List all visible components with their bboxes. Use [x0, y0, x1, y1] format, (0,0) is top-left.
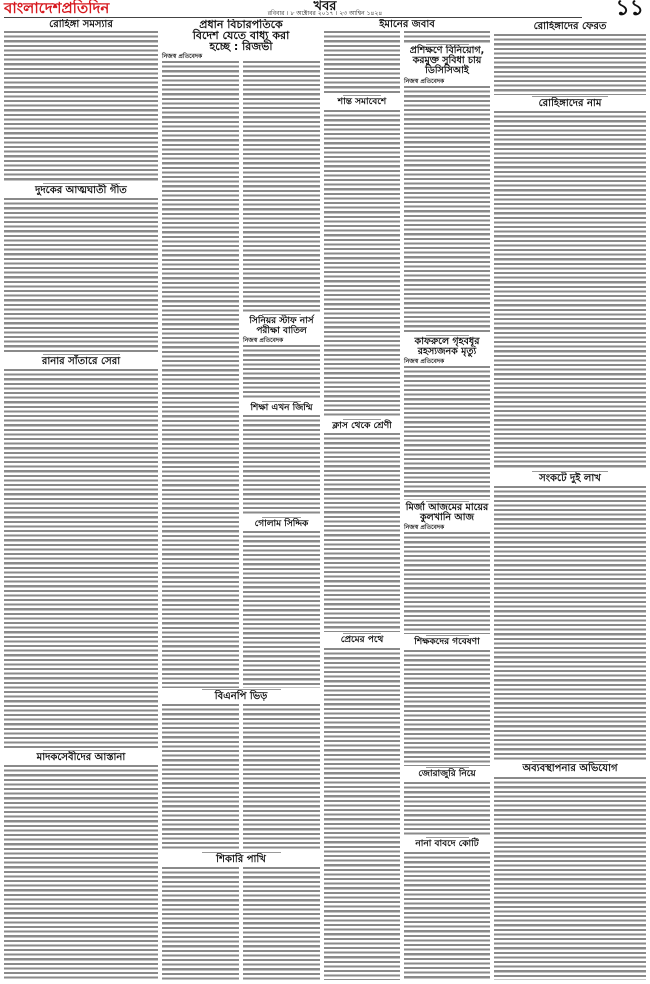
page-number: ১১ — [615, 0, 644, 21]
headline-line: বিদেশ যেতে বাধ্য করা — [192, 29, 290, 42]
article-body — [243, 415, 320, 516]
article-body — [494, 34, 646, 95]
headline: শিক্ষকদের গবেষণা — [404, 637, 490, 647]
section-title: খবর — [313, 0, 337, 14]
headline: ইমানের জবাব — [379, 19, 435, 30]
article-body — [4, 31, 158, 181]
article-body — [404, 86, 490, 334]
article-body — [324, 110, 400, 418]
article-body — [494, 486, 646, 760]
headline — [243, 316, 320, 336]
logo-part-1: বাংলাদেশ — [4, 0, 62, 17]
headline-line: হচ্ছে : রিজভী — [209, 40, 273, 52]
headline: ক্লাস থেকে শ্রেণী — [324, 421, 400, 431]
headline: বিএনপি ভিড় — [162, 691, 320, 702]
article-body — [4, 369, 158, 748]
headline-line: প্রধান বিচারপতিকে — [199, 19, 283, 31]
headline — [404, 503, 490, 523]
headline-line: প্রশিক্ষণে বিনিয়োগ, — [409, 45, 485, 56]
headline: অব্যবস্থাপনার অভিযোগ — [494, 763, 646, 774]
article-body — [243, 61, 320, 313]
article-body — [404, 31, 490, 43]
article-body — [404, 852, 490, 980]
article-body — [404, 650, 490, 766]
headline: রোহিঙ্গাদের নাম — [494, 98, 646, 109]
headline — [404, 46, 490, 76]
headline: গোলাম সিদ্দিক — [243, 519, 320, 529]
headline: সংকটে দুই লাখ — [494, 473, 646, 484]
article-body — [243, 345, 320, 400]
byline: নিজস্ব প্রতিবেদক — [404, 524, 445, 531]
headline-line: করমুক্ত সুবিধা চায় — [412, 55, 482, 66]
headline-line: কুলখানি আজ — [420, 512, 474, 523]
article-body — [494, 111, 646, 470]
headline-line: পরীক্ষা বাতিল — [256, 326, 307, 336]
byline: নিজস্ব প্রতিবেদক — [404, 78, 445, 85]
article-body — [494, 777, 646, 980]
article-body — [162, 61, 239, 688]
article-body — [404, 782, 490, 836]
article-body — [404, 532, 490, 634]
headline — [162, 19, 320, 52]
byline: নিজস্ব প্রতিবেদক — [404, 358, 445, 365]
article-body — [162, 704, 239, 851]
masthead-divider — [4, 17, 582, 18]
article-body — [162, 867, 239, 980]
headline-line: ডিসিসিআই — [425, 65, 469, 76]
headline: জোরাজুরি নিয়ে — [404, 769, 490, 779]
article-body — [324, 433, 400, 632]
article-body — [324, 648, 400, 980]
headline-line: মির্জা আজমের মায়ের — [405, 502, 489, 513]
date-line: রবিবার । ৮ অক্টোবর ২০১৭ । ২৩ আশ্বিন ১৪২৪ — [267, 10, 383, 17]
article-body — [4, 198, 158, 352]
headline: দুদকের আত্মঘাতী গীত — [4, 185, 158, 196]
headline: নানা বাবদে কোটি — [404, 839, 490, 849]
byline: নিজস্ব প্রতিবেদক — [162, 53, 203, 60]
article-body — [243, 704, 320, 851]
article-body — [243, 531, 320, 688]
headline: রোহিঙ্গাদের ফেরত — [533, 21, 607, 32]
headline: রোহিঙ্গা সমস্যার — [49, 19, 113, 30]
headline: শিকারি পাখি — [162, 854, 320, 865]
article-body — [404, 366, 490, 500]
headline-line: রহস্যজনক মৃত্যু — [417, 346, 477, 357]
article-body — [243, 867, 320, 980]
headline: মাদকসেবীদের আস্তানা — [4, 752, 158, 763]
logo-part-2: প্রতিদিন — [61, 0, 110, 17]
article-body — [4, 765, 158, 980]
headline — [404, 337, 490, 357]
headline: রানার সাঁতারে সেরা — [4, 356, 158, 367]
byline: নিজস্ব প্রতিবেদক — [243, 337, 284, 344]
headline: শান্ত সমাবেশে — [324, 97, 400, 107]
article-body — [324, 31, 400, 94]
headline-line: কাফরুলে গৃহবধূর — [414, 336, 480, 347]
headline: প্রেমের পথে — [324, 635, 400, 645]
headline: শিক্ষা এখন জিম্মি — [243, 403, 320, 413]
headline-line: সিনিয়র স্টাফ নার্স — [249, 316, 314, 326]
